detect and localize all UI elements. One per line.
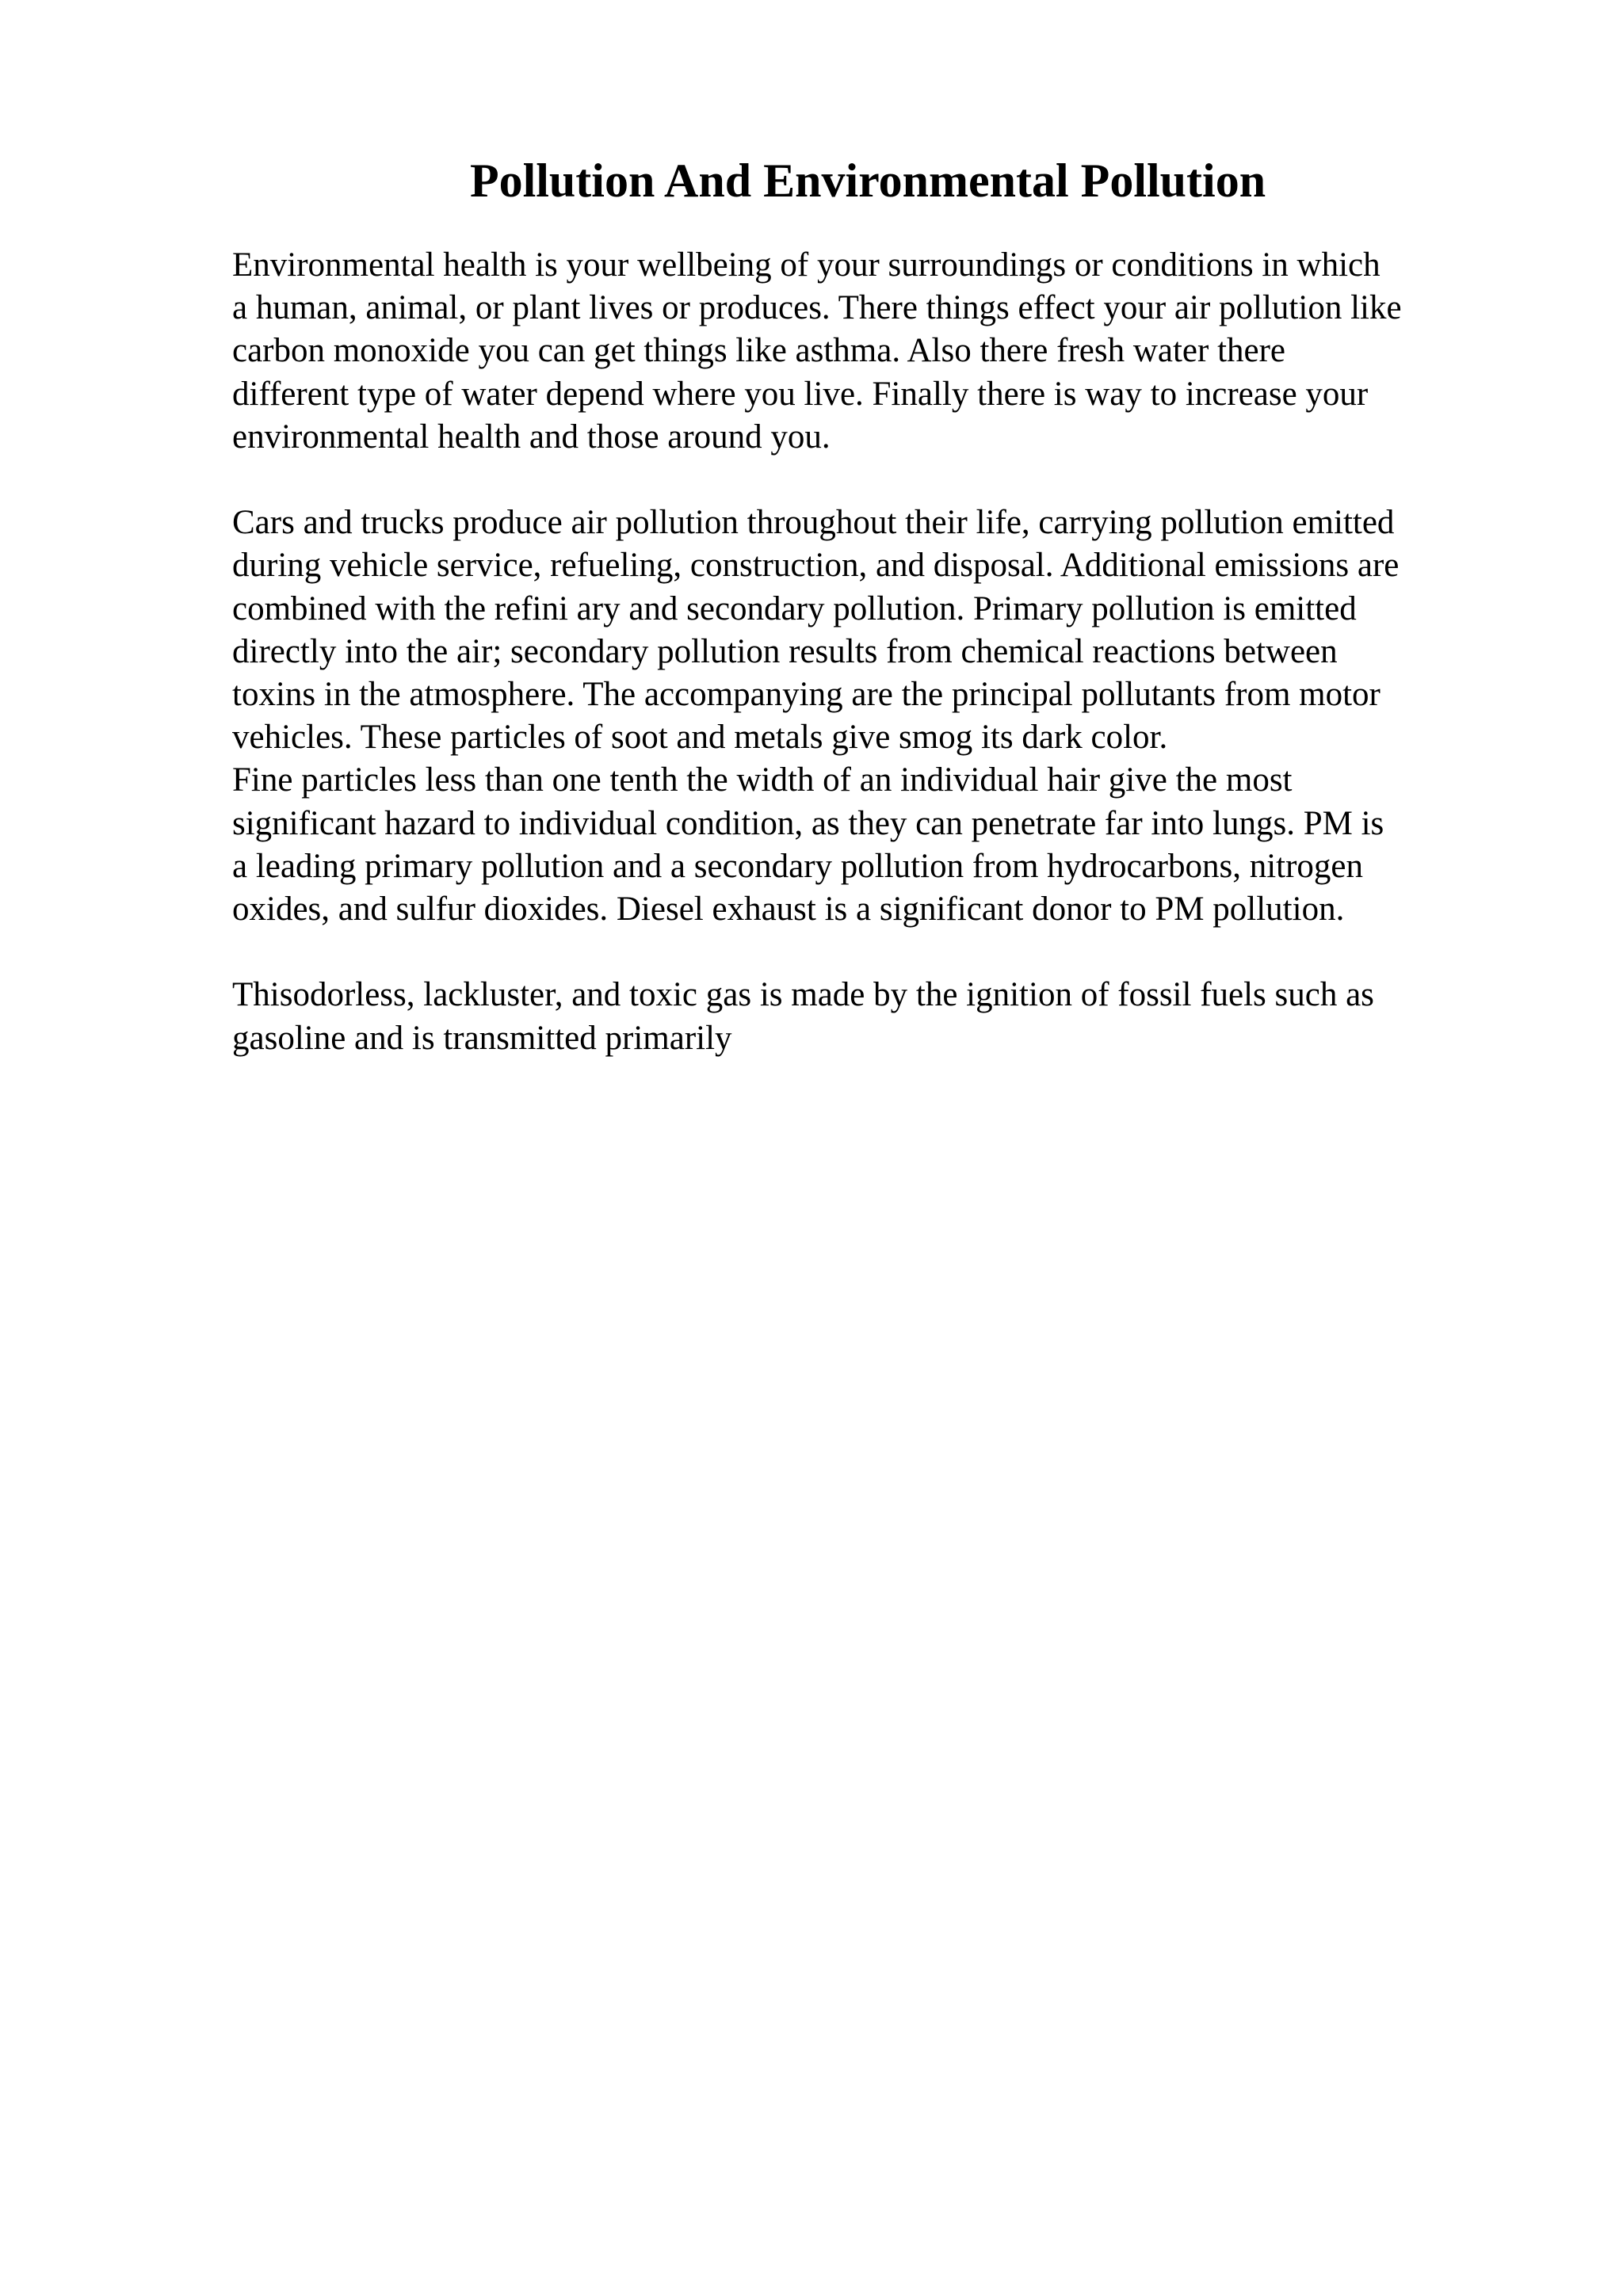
text-line: during vehicle service, refueling, construction, and disposal. Additional emissions are: [232, 547, 1400, 585]
paragraph-toxic-gas: [232, 974, 1516, 1059]
text-line: directly into the air; secondary pollution results from chemical reactions between: [232, 632, 1338, 670]
text-line: Environmental health is your wellbeing of your surroundings or conditions in which: [232, 246, 1381, 284]
text-line: significant hazard to individual condition, as they can penetrate far into lungs. PM is: [232, 804, 1384, 842]
paragraph-intro: [232, 244, 1516, 459]
text-line: a human, animal, or plant lives or produces. There things effect your air pollution like: [232, 289, 1402, 327]
text-line: Fine particles less than one tenth the width of an individual hair give the most: [232, 761, 1293, 799]
text-line: environmental health and those around you.: [232, 418, 831, 456]
text-line: oxides, and sulfur dioxides. Diesel exhaust is a significant donor to PM pollution.: [232, 891, 1345, 929]
paragraph-spacer: [232, 459, 1516, 502]
text-line: combined with the refini ary and secondary pollution. Primary pollution is emitted: [232, 589, 1357, 627]
paragraph-vehicles: [232, 502, 1516, 931]
text-line: a leading primary pollution and a secondary pollution from hydrocarbons, nitrogen: [232, 847, 1363, 885]
paragraph-spacer: [232, 931, 1516, 974]
document-body: [232, 244, 1516, 1060]
text-line: Cars and trucks produce air pollution throughout their life, carrying pollution emitted: [232, 504, 1395, 542]
text-line: toxins in the atmosphere. The accompanying are the principal pollutants from motor: [232, 676, 1381, 714]
document-title: Pollution And Environmental Pollution: [469, 154, 1266, 207]
text-line: vehicles. These particles of soot and metals give smog its dark color.: [232, 719, 1168, 757]
text-line: Thisodorless, lackluster, and toxic gas is made by the ignition of fossil fuels such as: [232, 976, 1374, 1014]
text-line: carbon monoxide you can get things like asthma. Also there fresh water there: [232, 332, 1286, 370]
text-line: different type of water depend where you live. Finally there is way to increase your: [232, 375, 1369, 413]
text-line: gasoline and is transmitted primarily: [232, 1019, 732, 1057]
